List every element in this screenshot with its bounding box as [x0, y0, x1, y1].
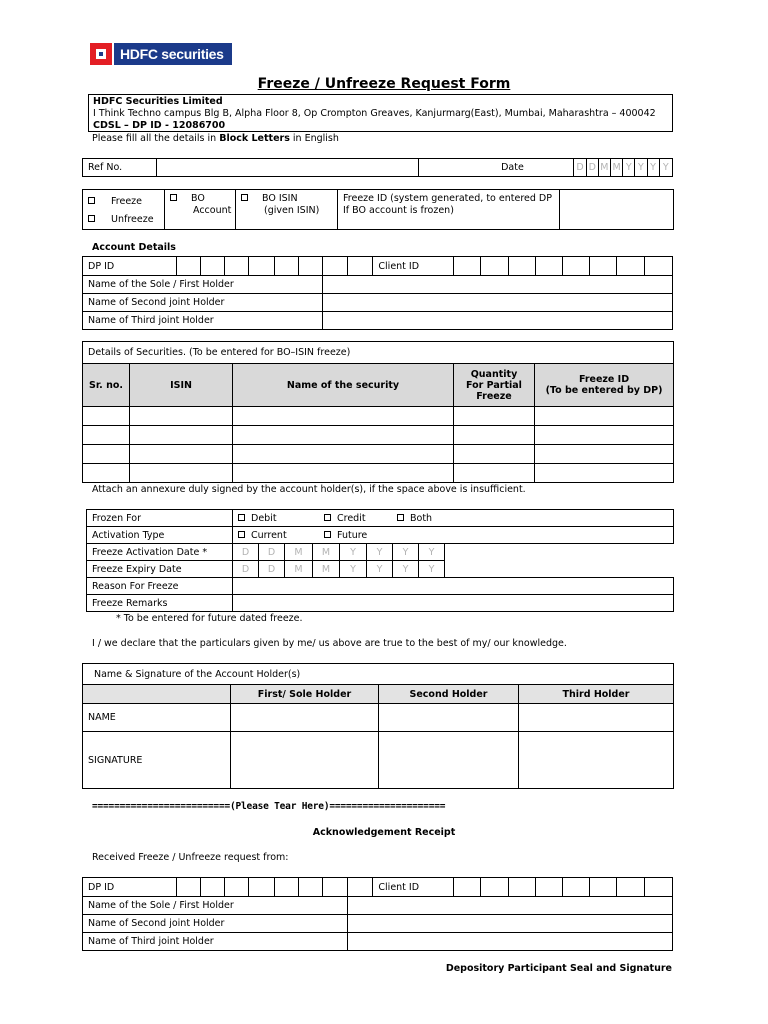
activation-date-cell[interactable]: M [285, 544, 313, 561]
freeze-id-label-cell [338, 190, 560, 230]
account-details-heading: Account Details [92, 242, 176, 253]
company-dp-id: CDSL – DP ID - 12086700 [93, 120, 226, 131]
sr-no-cell[interactable] [83, 407, 130, 426]
ack-dp-id-digit[interactable] [348, 878, 373, 897]
instruction-emphasis: Block Letters [219, 133, 290, 144]
ref-date-table [82, 158, 673, 177]
activation-date-label: Freeze Activation Date * [87, 544, 233, 561]
ack-client-id-digit[interactable] [562, 878, 589, 897]
frozen-for-label: Frozen For [87, 510, 233, 527]
dp-id-digit[interactable] [249, 257, 274, 276]
second-holder-name-field[interactable] [379, 704, 519, 732]
client-id-digit[interactable] [562, 257, 589, 276]
client-id-digit[interactable] [508, 257, 535, 276]
quantity-header [454, 364, 535, 407]
reason-label: Reason For Freeze [87, 578, 233, 595]
security-name-header: Name of the security [233, 364, 454, 407]
dp-id-digit[interactable] [200, 257, 224, 276]
freeze-checkbox[interactable] [88, 197, 95, 204]
ack-second-holder-label: Name of Second joint Holder [83, 915, 348, 933]
expiry-date-cell[interactable]: M [285, 561, 313, 578]
securities-table [82, 341, 674, 483]
bo-account-checkbox[interactable] [170, 194, 177, 201]
signature-row-label: SIGNATURE [83, 732, 231, 789]
client-id-digit[interactable] [644, 257, 672, 276]
ref-no-label: Ref No. [83, 159, 157, 177]
bo-account-option[interactable] [165, 190, 236, 230]
instruction-suffix: in English [289, 133, 339, 144]
expiry-date-cell[interactable]: D [259, 561, 285, 578]
security-name-cell[interactable] [233, 445, 454, 464]
dp-id-digit[interactable] [348, 257, 373, 276]
unfreeze-checkbox[interactable] [88, 215, 95, 222]
dp-id-digit[interactable] [225, 257, 249, 276]
quantity-header-line-2: For Partial [466, 379, 522, 391]
security-name-cell[interactable] [233, 407, 454, 426]
activation-type-options [233, 527, 674, 544]
bo-isin-label: BO ISIN [262, 193, 298, 204]
spacer [445, 561, 674, 578]
freeze-unfreeze-cell [83, 190, 165, 230]
expiry-date-cell[interactable]: Y [340, 561, 367, 578]
tear-line: =========================(Please Tear Here)===================== [92, 801, 446, 812]
ack-client-id-label: Client ID [373, 878, 454, 897]
declaration-text: I / we declare that the particulars given by me/ us above are true to the best of my/ our knowledge. [92, 638, 567, 649]
ack-client-id-digit[interactable] [617, 878, 644, 897]
dp-id-digit[interactable] [176, 257, 200, 276]
activation-type-label: Activation Type [87, 527, 233, 544]
isin-cell[interactable] [130, 464, 233, 483]
expiry-date-cell[interactable]: Y [393, 561, 419, 578]
debit-option[interactable] [238, 513, 324, 524]
third-holder-label: Name of Third joint Holder [83, 312, 323, 330]
ack-client-id-digit[interactable] [454, 878, 481, 897]
ack-dp-id-label: DP ID [83, 878, 177, 897]
date-cell[interactable]: D [586, 159, 598, 177]
ack-dp-id-digit[interactable] [274, 878, 298, 897]
security-name-cell[interactable] [233, 426, 454, 445]
bo-isin-checkbox[interactable] [241, 194, 248, 201]
signature-corner [83, 685, 231, 704]
sr-no-cell[interactable] [83, 464, 130, 483]
bo-account-label-2: Account [193, 205, 232, 216]
dp-id-digit[interactable] [323, 257, 348, 276]
ack-table [82, 877, 673, 951]
bo-isin-sublabel: (given ISIN) [264, 205, 320, 216]
current-label: Current [251, 529, 287, 541]
table-row [83, 445, 674, 464]
date-cell[interactable]: D [574, 159, 586, 177]
first-holder-name-field[interactable] [231, 704, 379, 732]
freeze-id-header-line-2: (To be entered by DP) [545, 385, 663, 396]
freeze-id-cell[interactable] [535, 407, 674, 426]
ack-client-id-digit[interactable] [644, 878, 672, 897]
expiry-date-cell[interactable]: Y [419, 561, 445, 578]
ack-dp-id-digit[interactable] [200, 878, 224, 897]
signature-heading: Name & Signature of the Account Holder(s) [83, 664, 674, 685]
date-cell[interactable]: M [610, 159, 622, 177]
instruction-text [92, 133, 339, 144]
expiry-date-cell[interactable]: M [313, 561, 340, 578]
securities-heading: Details of Securities. (To be entered for BO–ISIN freeze) [83, 342, 674, 364]
company-address: I Think Techno campus Blg B, Alpha Floor 8, Op Crompton Greaves, Kanjurmarg(East), Mumbai, Maharashtra – 400042 [93, 108, 656, 119]
activation-date-cell[interactable]: M [313, 544, 340, 561]
logo-brand-text: HDFC securities [114, 43, 232, 65]
reason-field[interactable] [233, 578, 674, 595]
ack-third-holder-field[interactable] [348, 933, 673, 951]
ack-client-id-digit[interactable] [590, 878, 617, 897]
third-holder-name-field[interactable] [519, 704, 674, 732]
activation-date-cell[interactable]: Y [340, 544, 367, 561]
expiry-date-label: Freeze Expiry Date [87, 561, 233, 578]
both-checkbox[interactable] [397, 514, 404, 521]
client-id-digit[interactable] [617, 257, 644, 276]
date-label: Date [419, 159, 574, 177]
quantity-header-line-1: Quantity [470, 368, 518, 380]
quantity-cell[interactable] [454, 407, 535, 426]
quantity-cell[interactable] [454, 426, 535, 445]
ack-dp-id-digit[interactable] [323, 878, 348, 897]
client-id-digit[interactable] [590, 257, 617, 276]
account-details-table [82, 256, 673, 330]
quantity-cell[interactable] [454, 464, 535, 483]
bo-isin-option[interactable] [236, 190, 338, 230]
first-holder-header: First/ Sole Holder [231, 685, 379, 704]
third-holder-header: Third Holder [519, 685, 674, 704]
instruction-prefix: Please fill all the details in [92, 133, 220, 144]
ack-client-id-digit[interactable] [508, 878, 535, 897]
third-holder-signature-field[interactable] [519, 732, 674, 789]
freeze-id-cell[interactable] [535, 426, 674, 445]
second-holder-field[interactable] [323, 294, 673, 312]
ack-client-id-digit[interactable] [481, 878, 508, 897]
client-id-digit[interactable] [454, 257, 481, 276]
date-cell[interactable]: M [598, 159, 610, 177]
isin-cell[interactable] [130, 407, 233, 426]
sr-no-header: Sr. no. [83, 364, 130, 407]
both-option[interactable] [397, 513, 432, 524]
ack-heading: Acknowledgement Receipt [312, 827, 456, 838]
dp-id-digit[interactable] [274, 257, 298, 276]
future-label: Future [337, 529, 368, 541]
future-checkbox[interactable] [324, 531, 331, 538]
debit-checkbox[interactable] [238, 514, 245, 521]
dp-seal-label: Depository Participant Seal and Signature [445, 963, 672, 974]
hdfc-logo [90, 42, 232, 66]
client-id-digit[interactable] [481, 257, 508, 276]
ack-second-holder-field[interactable] [348, 915, 673, 933]
expiry-date-cell[interactable]: D [233, 561, 259, 578]
ack-dp-id-digit[interactable] [176, 878, 200, 897]
credit-option[interactable] [324, 513, 397, 524]
frozen-for-options [233, 510, 674, 527]
current-option[interactable] [238, 530, 324, 541]
freeze-id-label: Freeze ID (system generated, to entered DP [343, 193, 552, 204]
activation-date-cell[interactable]: D [233, 544, 259, 561]
first-holder-signature-field[interactable] [231, 732, 379, 789]
activation-date-cell[interactable]: D [259, 544, 285, 561]
freeze-option[interactable] [88, 193, 159, 211]
bo-account-label: BO [191, 193, 205, 204]
unfreeze-option[interactable] [88, 211, 159, 229]
freeze-id-field[interactable] [560, 190, 674, 230]
table-row [83, 426, 674, 445]
ack-dp-id-digit[interactable] [298, 878, 322, 897]
credit-checkbox[interactable] [324, 514, 331, 521]
ack-first-holder-field[interactable] [348, 897, 673, 915]
isin-cell[interactable] [130, 445, 233, 464]
table-row [83, 464, 674, 483]
dp-id-label: DP ID [83, 257, 177, 276]
name-row-label: NAME [83, 704, 231, 732]
signature-table [82, 663, 674, 789]
freeze-id-cell[interactable] [535, 464, 674, 483]
future-option[interactable] [324, 530, 367, 541]
ack-dp-id-digit[interactable] [225, 878, 249, 897]
date-cell[interactable]: Y [659, 159, 672, 177]
client-id-label: Client ID [373, 257, 454, 276]
date-cell[interactable]: Y [647, 159, 659, 177]
quantity-header-line-3: Freeze [476, 390, 512, 402]
current-checkbox[interactable] [238, 531, 245, 538]
request-type-table [82, 189, 674, 230]
client-id-digit[interactable] [535, 257, 562, 276]
activation-date-cell[interactable]: Y [393, 544, 419, 561]
second-holder-header: Second Holder [379, 685, 519, 704]
company-name: HDFC Securities Limited [93, 96, 223, 107]
dp-id-digit[interactable] [298, 257, 322, 276]
ack-client-id-digit[interactable] [535, 878, 562, 897]
freeze-id-sublabel: If BO account is frozen) [343, 205, 454, 216]
freeze-label: Freeze [111, 196, 142, 207]
sr-no-cell[interactable] [83, 445, 130, 464]
table-row [83, 407, 674, 426]
unfreeze-label: Unfreeze [111, 214, 154, 225]
isin-cell[interactable] [130, 426, 233, 445]
second-holder-label: Name of Second joint Holder [83, 294, 323, 312]
date-cell[interactable]: Y [623, 159, 635, 177]
security-name-cell[interactable] [233, 464, 454, 483]
quantity-cell[interactable] [454, 445, 535, 464]
annexure-note: Attach an annexure duly signed by the account holder(s), if the space above is insufficient. [92, 484, 526, 495]
freeze-id-header [535, 364, 674, 407]
company-info-box [88, 94, 673, 132]
debit-label: Debit [251, 512, 277, 524]
ref-no-field[interactable] [157, 159, 419, 177]
form-title: Freeze / Unfreeze Request Form [257, 76, 511, 92]
activation-date-cell[interactable]: Y [367, 544, 393, 561]
hdfc-logo-icon [90, 43, 112, 65]
remarks-field[interactable] [233, 595, 674, 612]
sr-no-cell[interactable] [83, 426, 130, 445]
third-holder-field[interactable] [323, 312, 673, 330]
ack-dp-id-digit[interactable] [249, 878, 274, 897]
isin-header: ISIN [130, 364, 233, 407]
both-label: Both [410, 512, 433, 524]
future-date-footnote: * To be entered for future dated freeze. [116, 613, 303, 624]
freeze-details-table [86, 509, 674, 612]
first-holder-field[interactable] [323, 276, 673, 294]
ack-first-holder-label: Name of the Sole / First Holder [83, 897, 348, 915]
first-holder-label: Name of the Sole / First Holder [83, 276, 323, 294]
expiry-date-cell[interactable]: Y [367, 561, 393, 578]
ack-third-holder-label: Name of Third joint Holder [83, 933, 348, 951]
second-holder-signature-field[interactable] [379, 732, 519, 789]
freeze-id-header-line-1: Freeze ID [578, 374, 630, 385]
date-cell[interactable]: Y [635, 159, 647, 177]
spacer [445, 544, 674, 561]
ack-received-text: Received Freeze / Unfreeze request from: [92, 852, 289, 863]
remarks-label: Freeze Remarks [87, 595, 233, 612]
freeze-id-cell[interactable] [535, 445, 674, 464]
activation-date-cell[interactable]: Y [419, 544, 445, 561]
credit-label: Credit [337, 512, 366, 524]
